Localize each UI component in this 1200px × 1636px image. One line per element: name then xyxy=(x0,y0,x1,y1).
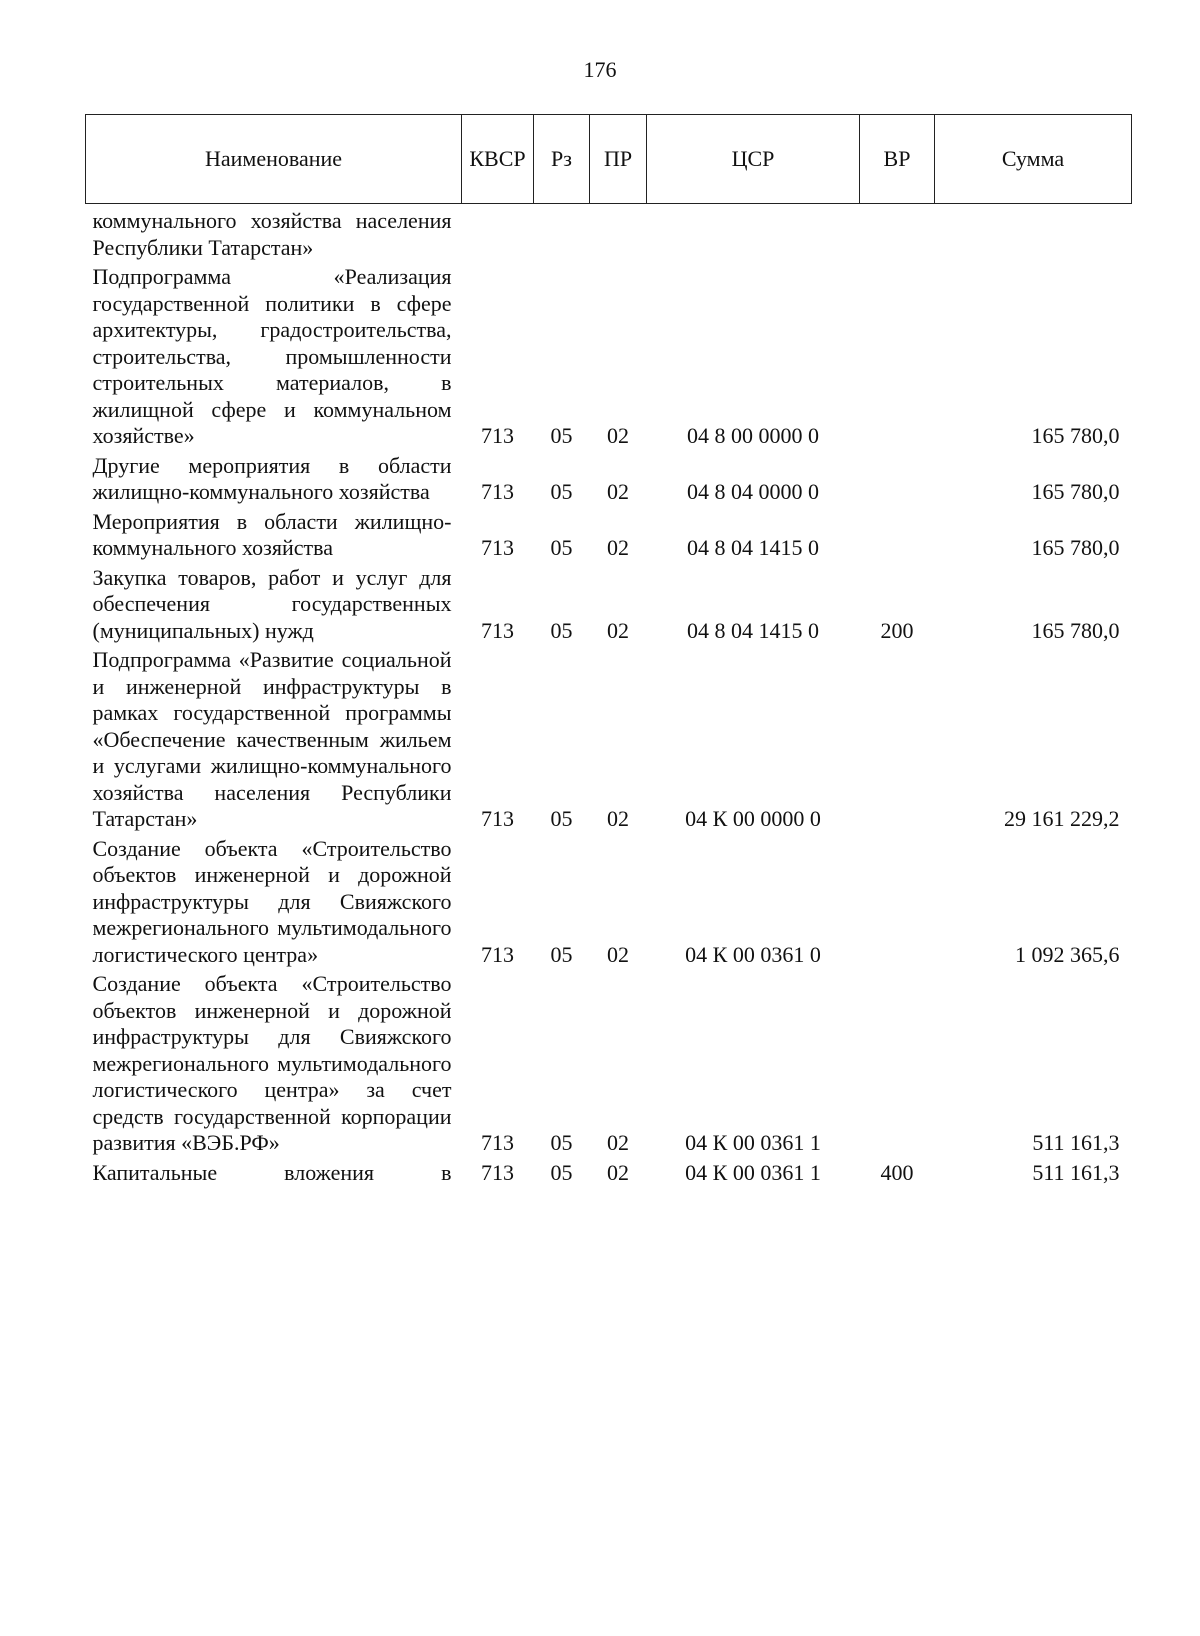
row-vr: 400 xyxy=(880,1159,914,1185)
header-pr: ПР xyxy=(590,115,647,204)
row-rz: 05 xyxy=(550,1159,573,1185)
row-pr: 02 xyxy=(607,941,629,967)
row-pr: 02 xyxy=(607,806,629,831)
table-row xyxy=(86,562,1132,645)
row-sum: 165 780,0 xyxy=(1031,535,1120,560)
table-row xyxy=(86,261,1132,450)
table-row xyxy=(86,644,1132,833)
row-name: Закупка товаров, работ и услуг для обеспечения государственных (муниципальных) нужд xyxy=(92,564,452,643)
row-kvsr: 713 xyxy=(481,1130,514,1155)
row-rz xyxy=(534,204,590,262)
row-pr: 02 xyxy=(607,1159,629,1185)
row-rz: 05 xyxy=(550,941,573,967)
row-csr: 04 8 04 1415 0 xyxy=(687,617,819,643)
row-vr xyxy=(860,833,935,969)
row-vr xyxy=(860,644,935,833)
header-rz: Рз xyxy=(534,115,590,204)
row-pr: 02 xyxy=(607,479,629,504)
row-sum: 165 780,0 xyxy=(1031,423,1120,448)
row-sum: 1 092 365,6 xyxy=(1015,941,1120,967)
table-row xyxy=(86,968,1132,1157)
table-row xyxy=(86,833,1132,969)
row-csr: 04 К 00 0361 1 xyxy=(685,1130,821,1155)
row-kvsr: 713 xyxy=(481,535,514,560)
row-sum: 511 161,3 xyxy=(1032,1159,1120,1185)
row-vr xyxy=(860,261,935,450)
row-rz: 05 xyxy=(550,479,573,504)
row-name: Создание объекта «Строительство объектов инженерной и дорожной инфраструктуры для Свияжского межрегионального мультимодального логистического центра» за счет средств государственной корпорации развития «ВЭБ.РФ» xyxy=(92,971,452,1155)
row-sum: 29 161 229,2 xyxy=(1004,806,1120,831)
row-vr: 200 xyxy=(880,617,914,643)
header-name: Наименование xyxy=(86,115,462,204)
row-csr: 04 8 04 0000 0 xyxy=(687,479,819,504)
table-row xyxy=(86,204,1132,262)
row-sum: 511 161,3 xyxy=(1032,1130,1120,1155)
row-csr xyxy=(647,204,860,262)
row-name: коммунального хозяйства населения Республики Татарстан» xyxy=(92,208,452,260)
row-rz: 05 xyxy=(550,1130,573,1155)
page-number: 176 xyxy=(583,57,617,82)
row-name: Создание объекта «Строительство объектов инженерной и дорожной инфраструктуры для Свияжского межрегионального мультимодального логистического центра» xyxy=(92,835,452,967)
row-kvsr: 713 xyxy=(481,617,514,643)
row-sum: 165 780,0 xyxy=(1031,617,1120,643)
row-csr: 04 8 04 1415 0 xyxy=(687,535,819,560)
row-csr: 04 8 00 0000 0 xyxy=(687,423,819,448)
row-vr xyxy=(860,204,935,262)
row-pr xyxy=(590,204,647,262)
header-sum: Сумма xyxy=(935,115,1132,204)
header-row xyxy=(86,115,1132,204)
row-name: Подпрограмма «Реализация государственной политики в сфере архитектуры, градостроительства, строительства, промышленности строительных материалов, в жилищной сфере и коммунальном хозяйстве» xyxy=(92,264,452,448)
row-sum: 165 780,0 xyxy=(1031,479,1120,504)
row-kvsr xyxy=(462,204,534,262)
row-kvsr: 713 xyxy=(481,423,514,448)
header-kvsr: КВСР xyxy=(462,115,534,204)
row-vr xyxy=(860,506,935,562)
row-name: Капитальные вложения в xyxy=(92,1159,452,1185)
header-csr: ЦСР xyxy=(647,115,860,204)
row-kvsr: 713 xyxy=(481,479,514,504)
row-kvsr: 713 xyxy=(481,1159,514,1185)
row-csr: 04 К 00 0000 0 xyxy=(685,806,821,831)
row-rz: 05 xyxy=(550,806,573,831)
row-csr: 04 К 00 0361 0 xyxy=(685,941,821,967)
header-vr: ВР xyxy=(860,115,935,204)
row-rz: 05 xyxy=(550,617,573,643)
row-kvsr: 713 xyxy=(481,806,514,831)
row-csr: 04 К 00 0361 1 xyxy=(685,1159,821,1185)
row-vr xyxy=(860,450,935,506)
row-pr: 02 xyxy=(607,1130,629,1155)
row-name: Подпрограмма «Развитие социальной и инженерной инфраструктуры в рамках государственной программы «Обеспечение качественным жильем и услугами жилищно-коммунального хозяйства населения Республики Татарстан» xyxy=(92,647,452,831)
table-row xyxy=(86,450,1132,506)
budget-table xyxy=(85,114,1132,1186)
row-pr: 02 xyxy=(607,535,629,560)
table-body xyxy=(86,204,1132,1187)
row-pr: 02 xyxy=(607,423,629,448)
table-header xyxy=(86,115,1132,204)
table-row xyxy=(86,506,1132,562)
row-kvsr: 713 xyxy=(481,941,514,967)
row-pr: 02 xyxy=(607,617,629,643)
table-row xyxy=(86,1157,1132,1187)
row-name: Другие мероприятия в области жилищно-коммунального хозяйства xyxy=(92,452,452,504)
row-vr xyxy=(860,968,935,1157)
row-sum xyxy=(935,204,1132,262)
row-rz: 05 xyxy=(550,423,573,448)
row-rz: 05 xyxy=(550,535,573,560)
row-name: Мероприятия в области жилищно-коммунального хозяйства xyxy=(92,508,452,560)
